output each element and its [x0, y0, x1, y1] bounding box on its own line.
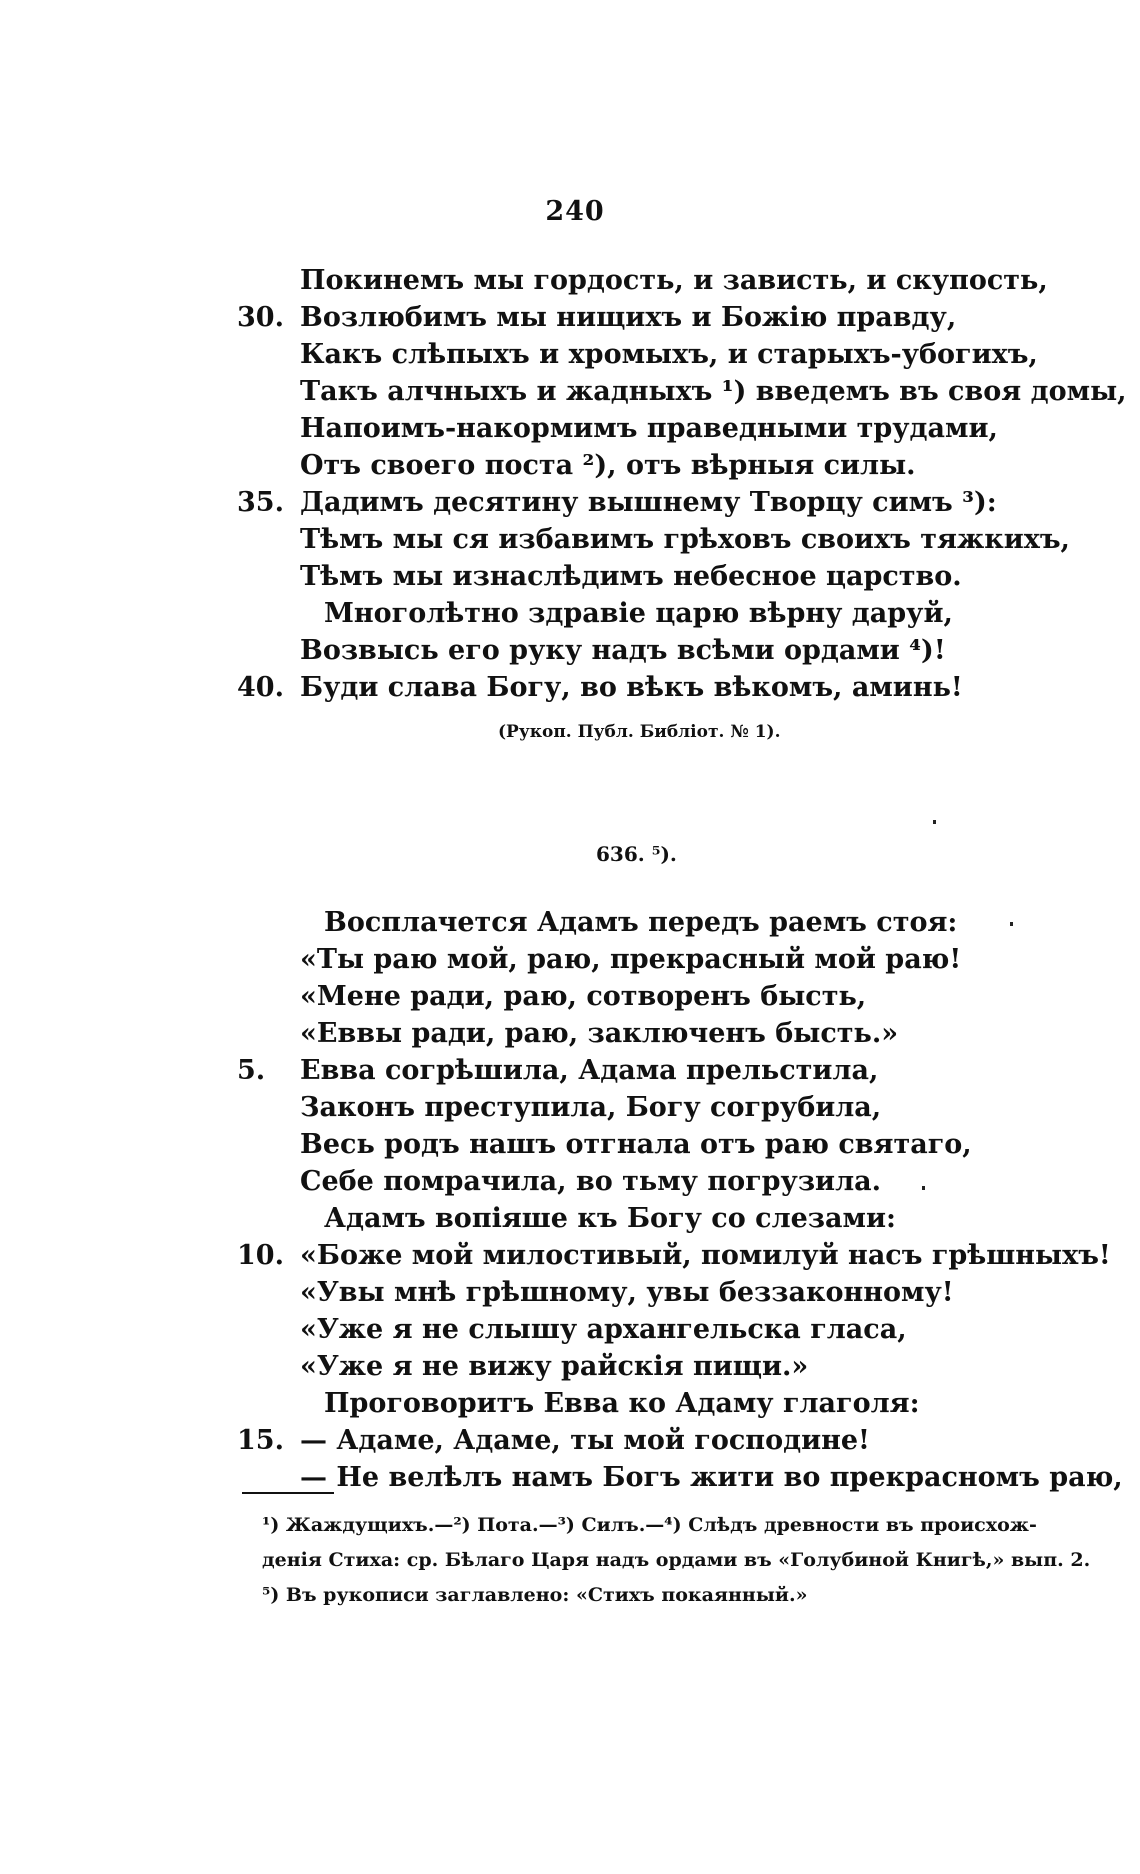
ink-speck — [1010, 922, 1013, 926]
ink-speck — [922, 1186, 925, 1190]
source-citation: (Рукоп. Публ. Библіот. № 1). — [498, 722, 781, 742]
line-text: Возлюбимъ мы нищихъ и Божію правду, — [300, 302, 957, 333]
line-text: Тѣмъ мы ся избавимъ грѣховъ своихъ тяжкихъ, — [300, 524, 1070, 555]
line-text: «Мене ради, раю, сотворенъ бысть, — [300, 981, 867, 1012]
line-text: Весь родъ нашъ отгнала отъ раю святаго, — [300, 1129, 972, 1160]
line-text: «Еввы ради, раю, заключенъ бысть.» — [300, 1018, 899, 1049]
page-number: 240 — [545, 196, 605, 227]
line-text: Законъ преступила, Богу согрубила, — [300, 1092, 882, 1123]
line-number: 15. — [237, 1425, 284, 1456]
line-text: Себе помрачила, во тьму погрузила. — [300, 1166, 882, 1197]
line-text: Многолѣтно здравіе царю вѣрну даруй, — [324, 598, 953, 629]
line-number: 10. — [237, 1240, 284, 1271]
line-text: Тѣмъ мы изнаслѣдимъ небесное царство. — [300, 561, 962, 592]
line-text: Восплачется Адамъ передъ раемъ стоя: — [324, 907, 958, 938]
line-text: «Боже мой милостивый, помилуй насъ грѣшныхъ! — [300, 1240, 1111, 1271]
line-number: 30. — [237, 302, 284, 333]
line-text: Евва согрѣшила, Адама прельстила, — [300, 1055, 879, 1086]
footnote-line: денія Стиха: ср. Бѣлаго Царя надъ ордами въ «Голубиной Книгѣ,» вып. 2. — [262, 1549, 1091, 1571]
line-text: Проговоритъ Евва ко Адаму глаголя: — [324, 1388, 920, 1419]
line-text: Такъ алчныхъ и жадныхъ ¹) введемъ въ своя домы, — [300, 376, 1127, 407]
line-text: — Не велѣлъ намъ Богъ жити во прекрасномъ раю, — [300, 1462, 1123, 1493]
line-text: Покинемъ мы гордость, и зависть, и скупость, — [300, 265, 1048, 296]
line-text: «Ты раю мой, раю, прекрасный мой раю! — [300, 944, 962, 975]
line-number: 5. — [237, 1055, 266, 1086]
poem-heading — [596, 842, 677, 866]
line-number: 40. — [237, 672, 284, 703]
line-text: Отъ своего поста ²), отъ вѣрныя силы. — [300, 450, 916, 481]
line-text: Напоимъ-накормимъ праведными трудами, — [300, 413, 998, 444]
footnotes — [262, 1508, 1090, 1613]
line-text: Дадимъ десятину вышнему Творцу симъ ³): — [300, 487, 997, 518]
poem-note-marker: ⁵). — [651, 842, 677, 866]
line-text: — Адаме, Адаме, ты мой господине! — [300, 1425, 870, 1456]
ink-speck — [933, 820, 936, 824]
poem-number: 636. — [596, 842, 645, 866]
footnote-line: ¹) Жаждущихъ.—²) Пота.—³) Силъ.—⁴) Слѣдъ древности въ происхож- — [262, 1514, 1037, 1536]
line-text: Буди слава Богу, во вѣкъ вѣкомъ, аминь! — [300, 672, 963, 703]
line-text: Какъ слѣпыхъ и хромыхъ, и старыхъ-убогихъ, — [300, 339, 1038, 370]
footnote-rule — [242, 1492, 334, 1494]
line-text: «Уже я не слышу архангельска гласа, — [300, 1314, 907, 1345]
line-number: 35. — [237, 487, 284, 518]
line-text: Возвысь его руку надъ всѣми ордами ⁴)! — [300, 635, 946, 666]
line-text: «Уже я не вижу райскія пищи.» — [300, 1351, 809, 1382]
footnote-line: ⁵) Въ рукописи заглавлено: «Стихъ покаянный.» — [262, 1584, 808, 1606]
line-text: Адамъ вопіяше къ Богу со слезами: — [324, 1203, 896, 1234]
line-text: «Увы мнѣ грѣшному, увы беззаконному! — [300, 1277, 954, 1308]
